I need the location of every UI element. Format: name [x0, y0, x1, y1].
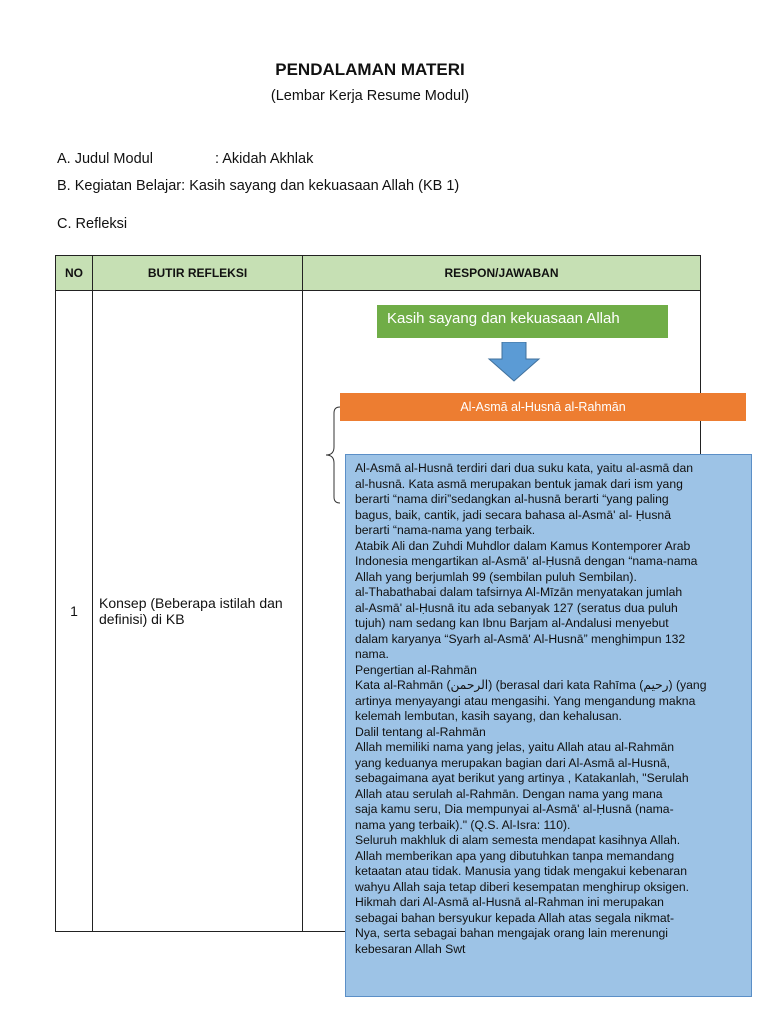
- page-title: PENDALAMAN MATERI: [275, 60, 465, 79]
- row-butir: Konsep (Beberapa istilah dan definisi) di KB: [93, 291, 303, 932]
- text-line: berarti “nama-nama yang terbaik.: [355, 523, 536, 537]
- text-line: al-Thabathabai dalam tafsirnya Al-Mīzān menyatakan jumlah: [355, 585, 683, 599]
- learning-activity-value: : Kasih sayang dan kekuasaan Allah (KB 1): [181, 178, 460, 194]
- table-header-row: [56, 256, 701, 291]
- text-line: Dalil tentang al-Rahmān: [355, 724, 486, 739]
- text-line: ketaatan atau tidak. Manusia yang tidak mengakui kebenaran: [355, 864, 687, 878]
- module-title-label: A. Judul Modul: [57, 151, 153, 167]
- left-brace-icon: [322, 405, 346, 505]
- definition-text: [355, 461, 743, 957]
- reflection-label: C. Refleksi: [57, 216, 128, 232]
- text-line: Al-Asmā al-Husnā terdiri dari dua suku kata, yaitu al-asmā dan: [355, 461, 694, 475]
- text-line: wahyu Allah saja tetap diberi kesempatan menghirup oksigen.: [355, 879, 690, 894]
- text-line: al-husnā. Kata asmā merupakan bentuk jamak dari ism yang: [355, 476, 683, 491]
- page-subtitle: (Lembar Kerja Resume Modul): [270, 88, 470, 104]
- text-line: sebagaimana ayat berikut yang artinya , Katakanlah, "Serulah: [355, 771, 689, 785]
- text-line: Pengertian al-Rahmān: [355, 662, 477, 677]
- text-line: yang keduanya merupakan bagian dari Al-Asmā al-Husnā,: [355, 755, 671, 770]
- text-line: Allah yang berjumlah 99 (sembilan puluh Sembilan).: [355, 569, 637, 584]
- module-title-row: [57, 151, 313, 167]
- text-line: kelemah lembutan, kasih sayang, dan kehalusan.: [355, 709, 622, 723]
- column-header-respon: RESPON/JAWABAN: [303, 256, 701, 291]
- text-line: nama yang terbaik)." (Q.S. Al-Isra: 110).: [355, 817, 571, 832]
- learning-activity-row: [57, 178, 459, 194]
- text-line: Seluruh makhluk di alam semesta mendapat kasihnya Allah.: [355, 833, 681, 847]
- text-line: dalam karyanya “Syarh al-Asmā' Al-Husnā” menghimpun 132: [355, 631, 686, 646]
- text-line: al-Asmā' al-Ḥusnā itu ada sebanyak 127 (seratus dua puluh: [355, 600, 678, 615]
- definition-text-box: [345, 454, 752, 997]
- row-number: 1: [56, 291, 93, 932]
- column-header-butir: BUTIR REFLEKSI: [93, 256, 303, 291]
- module-title-value: : Akidah Akhlak: [215, 151, 314, 167]
- topic-box: Kasih sayang dan kekuasaan Allah: [377, 305, 668, 338]
- text-line: Allah memiliki nama yang jelas, yaitu Allah atau al-Rahmān: [355, 740, 675, 754]
- text-line: Indonesia mengartikan al-Asmā' al-Ḥusnā dengan “nama-nama: [355, 554, 698, 568]
- text-line: bagus, baik, cantik, jadi secara bahasa al-Asmā' al- Ḥusnā: [355, 507, 671, 522]
- text-line: Allah atau serulah al-Rahmān. Dengan nama yang mana: [355, 786, 663, 801]
- text-line: sebagai bahan bersyukur kepada Allah atas segala nikmat-: [355, 910, 675, 925]
- text-line: artinya menyayangi atau mengasihi. Yang mengandung makna: [355, 693, 696, 708]
- text-line: Nya, serta sebagai bahan mengajak orang lain merenungi: [355, 926, 669, 940]
- text-line: berarti “nama diri”sedangkan al-husnā berarti “yang paling: [355, 492, 669, 506]
- text-line: kebesaran Allah Swt: [355, 941, 466, 956]
- subtopic-box: Al-Asmā al-Husnā al-Rahmān: [340, 393, 746, 421]
- text-line: tujuh) nam sedang kan Ibnu Barjam al-Andalusi menyebut: [355, 616, 669, 630]
- column-header-no: NO: [56, 256, 93, 291]
- text-line: Hikmah dari Al-Asmā al-Husnā al-Rahman ini merupakan: [355, 895, 664, 909]
- text-line: Allah memberikan apa yang dibutuhkan tanpa memandang: [355, 848, 675, 863]
- learning-activity-label: B. Kegiatan Belajar: [57, 178, 182, 194]
- text-line: Atabik Ali dan Zuhdi Muhdlor dalam Kamus Kontemporer Arab: [355, 538, 691, 553]
- text-line: saja kamu seru, Dia mempunyai al-Asmā' al-Ḥusnā (nama-: [355, 802, 674, 816]
- text-line: Kata al-Rahmān (الرحمن) (berasal dari kata Rahīma (رحيم) (yang: [355, 678, 707, 692]
- down-arrow-icon: [487, 342, 541, 382]
- text-line: nama.: [355, 647, 389, 661]
